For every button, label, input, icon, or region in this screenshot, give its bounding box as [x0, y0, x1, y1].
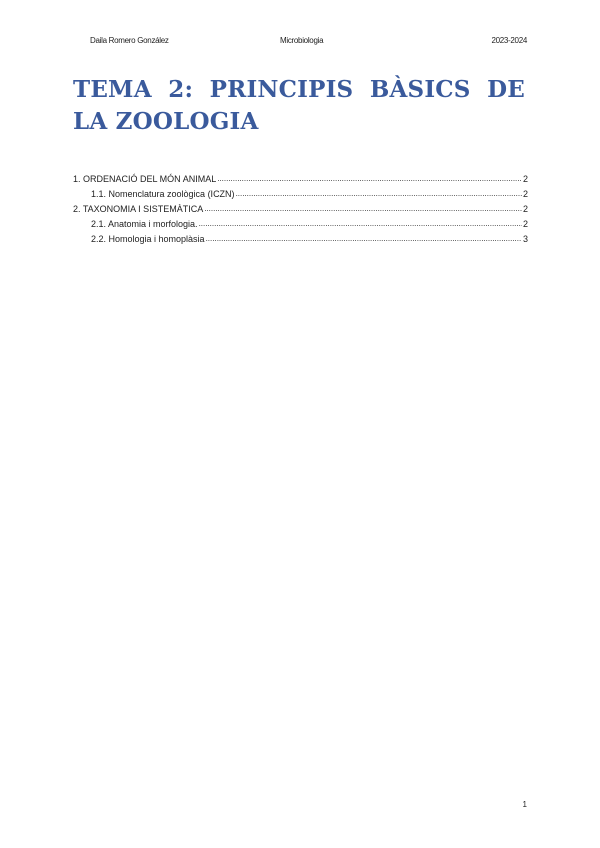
toc-entry-page: 3 [522, 234, 528, 244]
toc-entry-label: 2.2. Homologia i homoplàsia [91, 234, 205, 244]
header-year: 2023-2024 [491, 36, 527, 45]
toc-leader-dots [236, 188, 522, 198]
toc-entry-label: 1.1. Nomenclatura zoològica (ICZN) [91, 189, 235, 199]
toc-entry[interactable] [73, 234, 528, 249]
page-header [90, 36, 527, 48]
toc-leader-dots [204, 203, 522, 213]
toc-entry-page: 2 [522, 174, 528, 184]
table-of-contents [73, 174, 528, 249]
page-number: 1 [522, 800, 527, 809]
toc-entry[interactable] [73, 189, 528, 204]
toc-leader-dots [206, 233, 522, 243]
toc-entry[interactable] [73, 174, 528, 189]
header-subject: Microbiologia [280, 36, 324, 45]
toc-entry-label: 1. ORDENACIÓ DEL MÓN ANIMAL [73, 174, 217, 184]
toc-entry[interactable] [73, 204, 528, 219]
toc-entry-label: 2. TAXONOMIA I SISTEMÀTICA [73, 204, 204, 214]
toc-entry-page: 2 [522, 189, 528, 199]
header-author: Daila Romero González [90, 36, 169, 45]
toc-entry-page: 2 [522, 204, 528, 214]
document-title: TEMA 2: PRINCIPIS BÀSICS DE LA ZOOLOGIA [73, 76, 525, 135]
toc-leader-dots [199, 218, 522, 228]
toc-entry[interactable] [73, 219, 528, 234]
toc-entry-page: 2 [522, 219, 528, 229]
toc-entry-label: 2.1. Anatomia i morfologia. [91, 219, 198, 229]
toc-leader-dots [217, 173, 522, 183]
